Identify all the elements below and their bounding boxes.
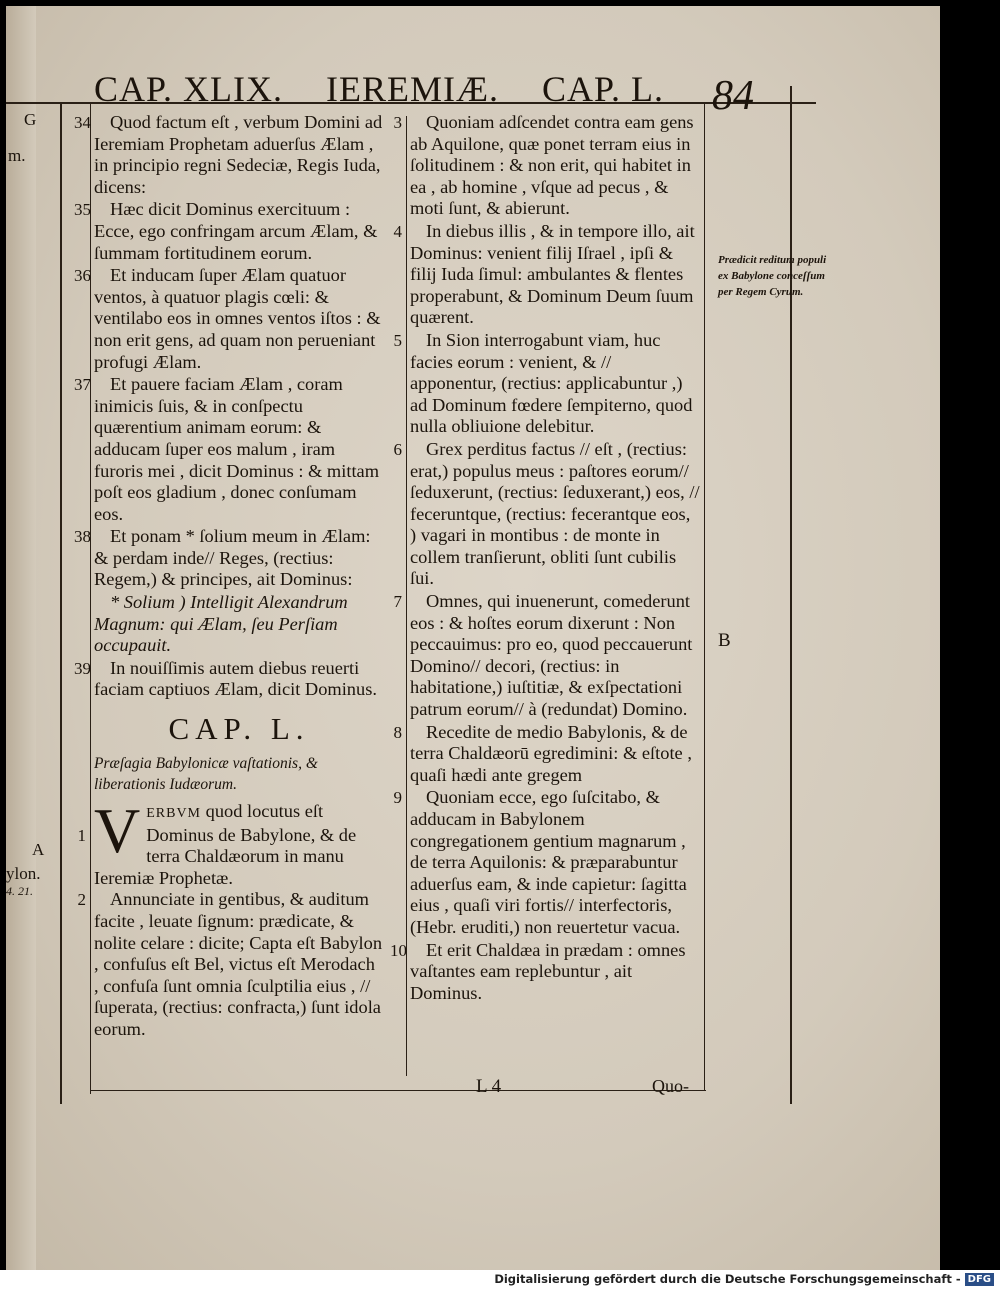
margin-letter-a: A <box>32 840 45 859</box>
verse-number: 36 <box>74 266 91 286</box>
verse-text: Et ponam * ſolium meum in Ælam: & perdam inde// Reges, (rectius: Regem,) & principes, ait Dominus: <box>94 526 371 590</box>
catchword: Quo- <box>652 1076 689 1096</box>
verse-1 <box>77 795 384 889</box>
verse-3 <box>393 112 700 220</box>
verse-number: 35 <box>74 200 91 220</box>
verse-6 <box>393 438 700 590</box>
verse-text: Et inducam ſuper Ælam quatuor ventos, à quatuor plagis cœli: & ventilabo eos in omnes ventos iſtos : & non erit gens, ad quam non perueniant profugi Ælam. <box>94 265 381 372</box>
verse-8 <box>393 721 700 787</box>
verse-text: Et erit Chaldæa in prædam : omnes vaſtantes eam replebuntur , ait Dominus. <box>410 939 686 1003</box>
annotation-solium <box>94 592 384 657</box>
verse-text: Annunciate in gentibus, & auditum facite , leuate ſignum: prædicate, & nolite celare : dicite; Capta eſt Babylon , confuſus eſt Bel, victus eſt Merodach , confuſa ſunt omnia ſculptilia eius , // ſuperata, (rectius: confracta,) ſunt idola eorum. <box>94 889 383 1039</box>
dfg-logo: DFG <box>965 1273 994 1286</box>
right-column <box>390 112 700 1004</box>
verse-text: quod locutus eſt Dominus de Babylone, & de terra Chaldæorum in manu Ieremiæ Prophetæ. <box>94 801 357 888</box>
annotation-text: * Solium ) Intelligit Alexandrum Magnum: qui Ælam, ſeu Perſiam occupauit. <box>94 592 348 656</box>
bottom-rule <box>90 1090 706 1091</box>
page-gutter-shadow <box>6 6 36 1270</box>
verse-2 <box>77 889 384 1040</box>
verse-number: 8 <box>393 722 402 742</box>
page-number: 84 <box>712 73 754 119</box>
verse-text: In nouiſſimis autem diebus reuerti faciam captiuos Ælam, dicit Dominus. <box>94 657 377 700</box>
verse-number: 7 <box>393 592 402 612</box>
verse-10 <box>390 939 700 1005</box>
verse-35 <box>74 199 384 264</box>
margin-fragment-ylon: ylon. <box>6 864 41 883</box>
verse-text: Grex perditus factus // eſt , (rectius: erat,) populus meus : paſtores eorum// ſeduxerunt, (rectius: ſeduxerant,) eos, // feceruntque, (rectius: fecerantque eos, ) vagari in montibus : de monte in collem tranſierunt, obliti ſunt cubilis ſui. <box>410 438 700 589</box>
left-column <box>74 112 384 1041</box>
verse-number: 5 <box>393 330 402 350</box>
verse-7 <box>393 591 700 721</box>
running-head <box>94 68 664 110</box>
verse-4 <box>393 220 700 329</box>
left-rule <box>60 104 62 1104</box>
signature-mark: L 4 <box>476 1076 502 1097</box>
verse-text: In Sion interrogabunt viam, huc facies eorum : venient, & // apponentur, (rectius: applicabuntur ,) ad Dominum fœdere ſempiterno, quod nulla obliuione delebitur. <box>410 329 693 437</box>
verse-number: 4 <box>393 221 402 241</box>
verse-text: Et pauere faciam Ælam , coram inimicis ſuis, & in conſpectu quærentium animam eorum: & adducam ſuper eos malum , iram furoris mei , dicit Dominus : & mittam poſt eos gladium , donec conſumam eos. <box>94 374 380 524</box>
side-note: Prædicit reditum populi ex Babylone conceſſum per Regem Cyrum. <box>718 254 827 298</box>
verse-number: 9 <box>393 788 402 808</box>
verse-number: 34 <box>74 113 91 132</box>
verse-number: 1 <box>77 826 86 846</box>
verse-34 <box>74 112 384 198</box>
verse-text: Quod factum eſt , verbum Domini ad Ieremiam Prophetam aduerſus Ælam , in principio regni Sedeciæ, Regis Iuda, dicens: <box>94 112 383 197</box>
verse-text: Recedite de medio Babylonis, & de terra Chaldæorū egredimini: & eſtote , quaſi hædi ante gregem <box>410 721 692 785</box>
drop-initial: V <box>94 795 141 867</box>
verse-text: Quoniam ecce, ego ſuſcitabo, & adducam in Babylonem congregationem gentium magnarum , de terra Aquilonis: & præparabuntur aduerſus eam, & inde capietur: ſagitta eius , quaſi viri fortis// interfectoris, (Hebr. eruditi,) non reuertetur vacua. <box>410 787 687 937</box>
verse-number: 6 <box>393 439 402 459</box>
verse-number: 39 <box>74 658 91 678</box>
center-rule <box>406 116 407 1076</box>
margin-reference: 4. 21. <box>6 884 33 898</box>
verse-5 <box>393 329 700 438</box>
header-center: IEREMIÆ. <box>325 69 499 109</box>
verse-number: 38 <box>74 527 91 547</box>
verse-text: Quoniam adſcendet contra eam gens ab Aquilone, quæ ponet terram eius in ſolitudinem : & non erit, qui habitet in ea , ab homine , vſque ad pecus , & moti ſunt, & abierunt. <box>410 112 694 219</box>
verse-9 <box>393 787 700 938</box>
right-rule <box>790 86 792 1104</box>
verse-number: 10 <box>390 940 407 960</box>
verse-text: Omnes, qui inuenerunt, comederunt eos : & hoſtes eorum dixerunt : Non peccauimus: pro eo, quod peccauerunt Domino// decori, (rectius: in habitatione,) iuſtitiæ, & exſpectationi patrum eorum// à (redundat) Domino. <box>410 591 693 720</box>
verse-36 <box>74 265 384 373</box>
margin-fragment-m: m. <box>8 146 26 165</box>
header-left: CAP. XLIX. <box>94 69 284 109</box>
margin-letter-b: B <box>718 630 731 651</box>
header-right: CAP. L. <box>541 69 664 109</box>
book-page <box>6 6 940 1270</box>
verse-number: 2 <box>77 890 86 910</box>
chapter-title: CAP. L. <box>168 711 310 747</box>
verse-smallcaps: ERBVM <box>146 806 202 822</box>
digitization-credit <box>494 1272 994 1286</box>
verse-number: 37 <box>74 375 91 395</box>
margin-letter-g: G <box>24 110 37 129</box>
credit-text: Digitalisierung gefördert durch die Deutsche Forschungsgemeinschaft - <box>494 1272 961 1286</box>
right-col-rule <box>704 104 705 1090</box>
verse-text: In diebus illis , & in tempore illo, ait Dominus: venient filij Iſrael , ipſi & filij Iuda ſimul: ambulantes & flentes properabunt, & Dominum Deum ſuum quærent. <box>410 220 695 328</box>
chapter-summary: Præſagia Babylonicæ vaſtationis, & liberationis Iudæorum. <box>94 755 318 794</box>
verse-text: Hæc dicit Dominus exercituum : Ecce, ego confringam arcum Ælam, & ſummam fortitudinem eorum. <box>94 199 378 263</box>
verse-39 <box>74 657 384 701</box>
verse-number: 3 <box>393 113 402 132</box>
verse-37 <box>74 374 384 525</box>
left-col-rule <box>90 104 91 1094</box>
verse-38 <box>74 526 384 591</box>
